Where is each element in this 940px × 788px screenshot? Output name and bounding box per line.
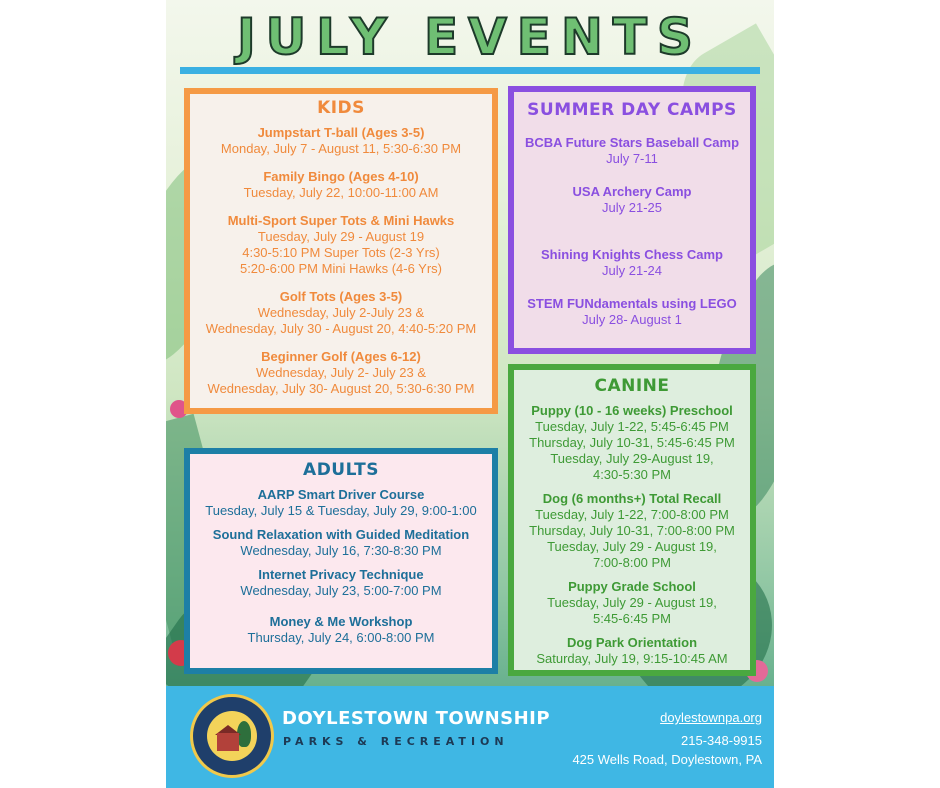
section-heading: CANINE: [594, 376, 670, 396]
event-detail: Thursday, July 24, 6:00-8:00 PM: [247, 630, 435, 645]
event-item: [514, 246, 750, 279]
event-detail: Wednesday, July 30 - August 20, 4:40-5:20 PM: [205, 321, 477, 336]
footer: [166, 686, 774, 788]
house-icon: [217, 733, 239, 751]
event-title: Shining Knights Chess Camp: [540, 247, 723, 262]
event-title: Golf Tots (Ages 3-5): [279, 289, 403, 304]
event-detail: July 21-24: [602, 263, 662, 278]
event-item: [514, 490, 750, 571]
event-item: [514, 578, 750, 627]
event-item: [190, 526, 492, 559]
section-heading: ADULTS: [303, 460, 379, 480]
event-item: [514, 183, 750, 216]
event-list: [514, 134, 750, 328]
summer-day-camps-section: [508, 86, 756, 354]
event-item: [190, 486, 492, 519]
event-detail: Tuesday, July 29-August 19,: [550, 451, 714, 466]
event-detail: 5:20-6:00 PM Mini Hawks (4-6 Yrs): [239, 261, 443, 276]
event-title: Family Bingo (Ages 4-10): [263, 169, 419, 184]
event-title: Sound Relaxation with Guided Meditation: [212, 527, 470, 542]
event-item: [190, 613, 492, 646]
event-poster: [166, 0, 774, 788]
event-detail: Monday, July 7 - August 11, 5:30-6:30 PM: [220, 141, 462, 156]
event-item: [190, 212, 492, 277]
event-detail: Wednesday, July 16, 7:30-8:30 PM: [240, 543, 442, 558]
event-item: [190, 348, 492, 397]
event-detail: Wednesday, July 23, 5:00-7:00 PM: [240, 583, 442, 598]
event-detail: July 28- August 1: [582, 312, 682, 327]
event-item: [514, 295, 750, 328]
seal-center: [207, 711, 257, 761]
event-item: [190, 168, 492, 201]
event-detail: Saturday, July 19, 9:15-10:45 AM: [536, 651, 728, 666]
event-title: Puppy Grade School: [568, 579, 696, 594]
event-list: [190, 124, 492, 397]
website-link[interactable]: doylestownpa.org: [660, 710, 762, 725]
event-title: BCBA Future Stars Baseball Camp: [524, 135, 740, 150]
title-divider: [180, 67, 760, 74]
kids-section: [184, 88, 498, 414]
event-item: [514, 134, 750, 167]
event-detail: 7:00-8:00 PM: [592, 555, 672, 570]
event-item: [190, 288, 492, 337]
event-detail: Tuesday, July 29 - August 19: [257, 229, 425, 244]
address: 425 Wells Road, Doylestown, PA: [572, 752, 762, 767]
event-detail: Wednesday, July 2- July 23 &: [255, 365, 427, 380]
event-detail: Tuesday, July 22, 10:00-11:00 AM: [243, 185, 439, 200]
event-title: Internet Privacy Technique: [258, 567, 424, 582]
adults-section: [184, 448, 498, 674]
event-item: [514, 402, 750, 483]
event-detail: July 7-11: [606, 151, 658, 166]
event-title: Puppy (10 - 16 weeks) Preschool: [531, 403, 733, 418]
event-title: Multi-Sport Super Tots & Mini Hawks: [227, 213, 455, 228]
event-detail: Wednesday, July 2-July 23 &: [257, 305, 425, 320]
org-name: DOYLESTOWN TOWNSHIP: [282, 708, 551, 729]
phone-number: 215-348-9915: [681, 733, 762, 748]
event-detail: 4:30-5:30 PM: [592, 467, 672, 482]
event-item: [190, 566, 492, 599]
event-title: STEM FUNdamentals using LEGO: [527, 296, 737, 311]
event-title: Dog Park Orientation: [566, 635, 698, 650]
section-heading: SUMMER DAY CAMPS: [527, 100, 737, 120]
event-detail: Wednesday, July 30- August 20, 5:30-6:30 PM: [207, 381, 475, 396]
event-title: Dog (6 months+) Total Recall: [542, 491, 722, 506]
org-subtitle: PARKS & RECREATION: [283, 735, 509, 748]
event-list: [190, 486, 492, 646]
event-title: Jumpstart T-ball (Ages 3-5): [257, 125, 425, 140]
poster-title: JULY EVENTS: [237, 8, 703, 66]
event-title: Beginner Golf (Ages 6-12): [261, 349, 421, 364]
township-seal-icon: [190, 694, 274, 778]
event-detail: Tuesday, July 1-22, 7:00-8:00 PM: [535, 507, 729, 522]
event-detail: Tuesday, July 15 & Tuesday, July 29, 9:00-1:00: [205, 503, 477, 518]
event-detail: Tuesday, July 29 - August 19,: [547, 595, 717, 610]
event-list: [514, 402, 750, 667]
canine-section: [508, 364, 756, 676]
contact-info: [572, 708, 762, 769]
event-detail: 4:30-5:10 PM Super Tots (2-3 Yrs): [242, 245, 440, 260]
event-detail: Thursday, July 10-31, 5:45-6:45 PM: [529, 435, 735, 450]
event-detail: Thursday, July 10-31, 7:00-8:00 PM: [529, 523, 735, 538]
section-heading: KIDS: [317, 98, 365, 118]
event-detail: 5:45-6:45 PM: [592, 611, 672, 626]
event-title: AARP Smart Driver Course: [257, 487, 425, 502]
event-detail: July 21-25: [602, 200, 662, 215]
event-detail: Tuesday, July 1-22, 5:45-6:45 PM: [535, 419, 729, 434]
event-item: [514, 634, 750, 667]
event-title: USA Archery Camp: [572, 184, 692, 199]
event-detail: Tuesday, July 29 - August 19,: [547, 539, 717, 554]
event-item: [190, 124, 492, 157]
event-title: Money & Me Workshop: [269, 614, 413, 629]
